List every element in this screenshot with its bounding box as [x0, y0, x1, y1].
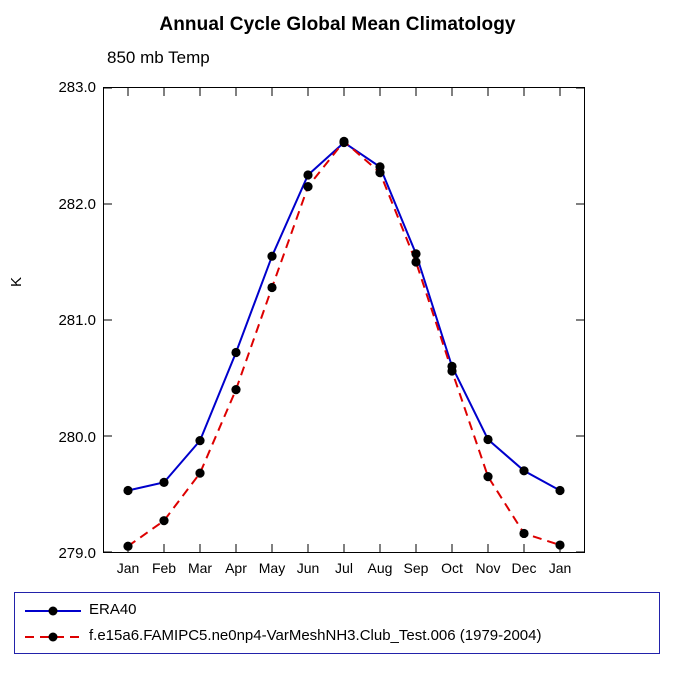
data-point-marker — [195, 469, 204, 478]
data-point-marker — [339, 137, 348, 146]
chart-legend — [14, 592, 660, 654]
data-point-marker — [447, 366, 456, 375]
data-point-marker — [483, 435, 492, 444]
x-tick-label: Dec — [511, 560, 537, 576]
x-axis-tick-labels — [103, 560, 585, 580]
data-point-marker — [267, 283, 276, 292]
series-line — [128, 141, 560, 546]
data-point-marker — [123, 486, 132, 495]
data-point-marker — [231, 385, 240, 394]
chart-subtitle: 850 mb Temp — [107, 48, 210, 67]
y-tick-label: 283.0 — [58, 79, 96, 96]
x-tick-label: Jul — [335, 560, 353, 576]
x-tick-label: Feb — [151, 560, 177, 576]
legend-entry-model — [15, 624, 659, 650]
x-tick-label: Apr — [225, 560, 247, 576]
data-point-marker — [159, 478, 168, 487]
plot-canvas — [104, 88, 584, 552]
legend-swatch-solid-line — [23, 598, 83, 624]
data-point-marker — [411, 249, 420, 258]
x-tick-label: Jun — [296, 560, 320, 576]
plot-area — [103, 87, 585, 553]
y-tick-label: 281.0 — [58, 312, 96, 329]
data-point-marker — [303, 182, 312, 191]
y-tick-label: 282.0 — [58, 195, 96, 213]
legend-label: ERA40 — [89, 601, 137, 618]
data-series-group — [123, 137, 564, 551]
axis-ticks — [104, 88, 584, 552]
x-tick-label: Sep — [403, 560, 429, 576]
x-tick-label: Oct — [441, 560, 463, 576]
data-point-marker — [483, 472, 492, 481]
x-tick-label: Aug — [367, 560, 393, 576]
legend-swatch-dashed-line — [23, 624, 83, 650]
y-axis-label: K — [8, 276, 25, 287]
data-point-marker — [231, 348, 240, 357]
x-tick-label: Jan — [548, 560, 572, 576]
data-point-marker — [411, 257, 420, 266]
data-point-marker — [555, 486, 564, 495]
data-point-marker — [123, 542, 132, 551]
y-tick-label: 280.0 — [58, 428, 96, 446]
x-tick-label: Jan — [116, 560, 140, 576]
chart-title: Annual Cycle Global Mean Climatology — [159, 14, 516, 35]
legend-label: f.e15a6.FAMIPC5.ne0np4-VarMeshNH3.Club_Test.006 (1979-2004) — [89, 627, 542, 644]
data-point-marker — [267, 252, 276, 261]
x-tick-label: Nov — [475, 560, 501, 576]
legend-entry-era40 — [15, 598, 659, 624]
data-point-marker — [519, 466, 528, 475]
x-tick-label: Mar — [187, 560, 213, 576]
data-point-marker — [195, 436, 204, 445]
data-point-marker — [555, 540, 564, 549]
y-tick-label: 279.0 — [58, 545, 96, 562]
data-point-marker — [519, 529, 528, 538]
data-point-marker — [159, 516, 168, 525]
data-point-marker — [303, 170, 312, 179]
x-tick-label: May — [258, 560, 286, 576]
series-line — [128, 143, 560, 491]
data-point-marker — [375, 168, 384, 177]
y-axis-tick-labels — [38, 79, 96, 562]
